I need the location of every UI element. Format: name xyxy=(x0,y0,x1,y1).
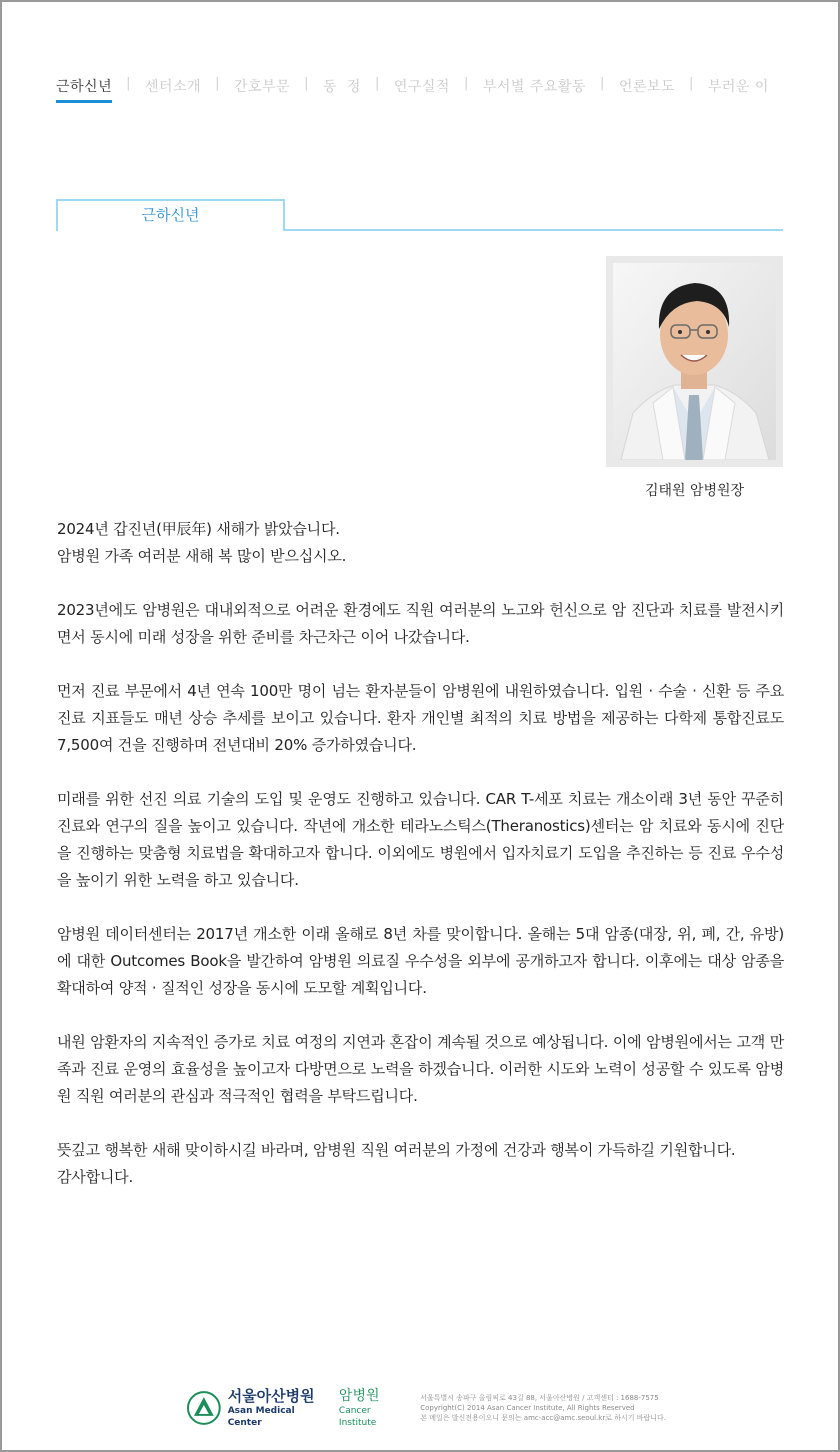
footer-address: 서울특별시 송파구 올림픽로 43길 88, 서울아산병원 / 고객센터 : 1688-7575 xyxy=(420,1394,659,1402)
footer-info xyxy=(420,1393,666,1423)
nav-item-press[interactable]: 언론보도 xyxy=(618,79,675,95)
paragraph xyxy=(57,1029,784,1110)
nav-item-research[interactable]: 연구실적 xyxy=(393,79,450,95)
footer-notice: 본 메일은 발신전용이오니 문의는 amc-acc@amc.seoul.kr로 하시기 바랍니다. xyxy=(420,1414,666,1422)
nav-separator: | xyxy=(599,76,605,91)
section-header xyxy=(56,199,783,231)
paragraph xyxy=(57,921,784,1002)
portrait-illustration xyxy=(613,263,776,460)
portrait-caption: 김태원 암병원장 xyxy=(644,483,745,499)
nav-separator: | xyxy=(374,76,380,91)
paragraph-line: 암병원 가족 여러분 새해 복 많이 받으십시오. xyxy=(57,547,347,565)
cancer-institute-ko: 암병원 xyxy=(338,1388,380,1404)
paragraph xyxy=(57,678,784,759)
paragraph-line: 암병원 데이터센터는 2017년 개소한 이래 올해로 8년 차를 맞이합니다. 올해는 5대 암종(대장, 위, 폐, 간, 유방)에 대한 Outcomes Book을 발간하여 암병원 의료질 우수성을 외부에 공개하고자 합니다. 이후에는 대상 암종을 확대하여 양적 · 질적인 성장을 동시에 도모할 계획입니다. xyxy=(57,925,784,997)
logo-korean: 서울아산병원 xyxy=(227,1387,315,1405)
top-nav xyxy=(56,76,796,106)
cancer-institute-logo xyxy=(339,1387,410,1429)
nav-item-news[interactable]: 동 정 xyxy=(323,79,361,95)
nav-separator: | xyxy=(463,76,469,91)
nav-separator: | xyxy=(215,76,220,91)
letter-body xyxy=(57,516,784,1218)
footer-copyright: Copyright(C) 2014 Asan Cancer Institute, All Rights Reserved xyxy=(420,1404,635,1412)
hospital-logo-icon xyxy=(186,1390,222,1426)
nav-separator: | xyxy=(688,76,694,91)
nav-separator: | xyxy=(304,76,309,91)
paragraph-line: 뜻깊고 행복한 새해 맞이하시길 바라며, 암병원 직원 여러분의 가정에 건강과 행복이 가득하길 기원합니다. xyxy=(57,1141,736,1159)
paragraph-line: 내원 암환자의 지속적인 증가로 치료 여정의 지연과 혼잡이 계속될 것으로 예상됩니다. 이에 암병원에서는 고객 만족과 진료 운영의 효율성을 높이고자 다방면으로 노력을 하겠습니다. 이러한 시도와 노력이 성공할 수 있도록 암병원 직원 여러분의 관심과 적극적인 협력을 부탁드립니다. xyxy=(57,1033,784,1105)
nav-item-dept-activities[interactable]: 부서별 주요활동 xyxy=(482,79,586,95)
logo-english: Asan Medical Center xyxy=(227,1406,295,1428)
footer xyxy=(186,1388,666,1428)
nav-item-nursing[interactable]: 간호부문 xyxy=(234,79,291,95)
paragraph-line: 먼저 진료 부문에서 4년 연속 100만 명이 넘는 환자분들이 암병원에 내원하였습니다. 입원 · 수술 · 신환 등 주요 진료 지표들도 매년 상승 추세를 보이고 있습니다. 환자 개인별 최적의 치료 방법을 제공하는 다학제 통합진료도 7,500여 건을 진행하며 전년대비 20% 증가하였습니다. xyxy=(57,682,784,754)
paragraph-line: 미래를 위한 선진 의료 기술의 도입 및 운영도 진행하고 있습니다. CAR T-세포 치료는 개소이래 3년 동안 꾸준히 진료와 연구의 질을 높이고 있습니다. 작년에 개소한 테라노스틱스(Theranostics)센터는 암 치료와 동시에 진단을 진행하는 맞춤형 치료법을 확대하고자 합니다. 이외에도 병원에서 입자치료기 도입을 추진하는 등 진료 우수성을 높이기 위한 노력을 하고 있습니다. xyxy=(57,790,784,889)
section-title: 근하신년 xyxy=(56,199,285,231)
nav-item-greeting[interactable]: 근하신년 xyxy=(56,76,112,103)
portrait-frame xyxy=(606,256,783,467)
portrait-photo xyxy=(613,263,776,460)
paragraph-line: 감사합니다. xyxy=(57,1168,134,1186)
nav-item-center-intro[interactable]: 센터소개 xyxy=(145,79,202,95)
paragraph xyxy=(57,786,784,894)
paragraph-line: 2024년 갑진년(甲辰年) 새해가 밝았습니다. xyxy=(57,520,340,538)
paragraph-line: 2023년에도 암병원은 대내외적으로 어려운 환경에도 직원 여러분의 노고와 헌신으로 암 진단과 치료를 발전시키면서 동시에 미래 성장을 위한 준비를 차근차근 이어 나갔습니다. xyxy=(57,601,784,646)
paragraph xyxy=(57,1137,784,1191)
nav-separator: | xyxy=(126,76,131,91)
paragraph xyxy=(57,597,784,651)
paragraph xyxy=(57,516,784,570)
nav-item-envy[interactable]: 부러운 이 xyxy=(707,79,769,95)
hospital-logo-text xyxy=(228,1387,331,1429)
cancer-institute-en: Cancer Institute xyxy=(338,1406,377,1428)
